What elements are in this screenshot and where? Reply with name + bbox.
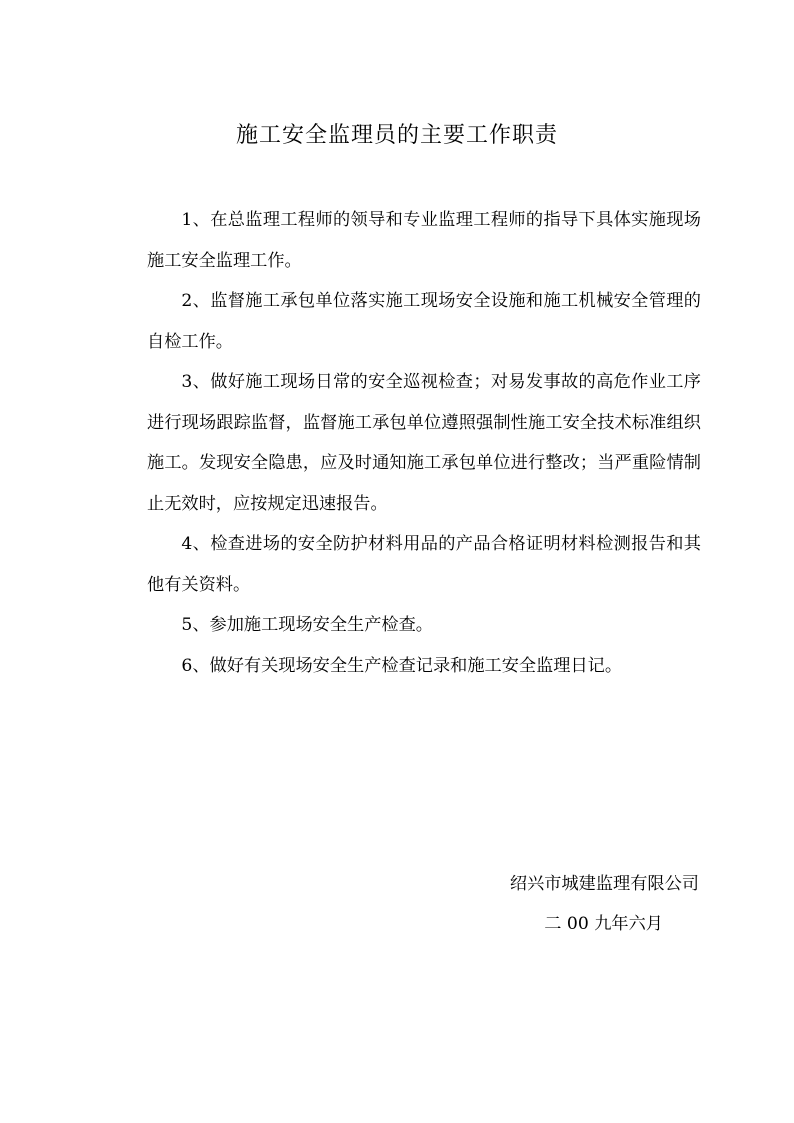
document-title: 施工安全监理员的主要工作职责: [235, 123, 558, 148]
document-body: [147, 200, 701, 686]
signature-date: 二 00 九年六月: [544, 914, 663, 934]
duty-item-1: 1、在总监理工程师的领导和专业监理工程师的指导下具体实施现场施工安全监理工作。: [147, 210, 701, 271]
signature-organization: 绍兴市城建监理有限公司: [509, 874, 699, 894]
duty-item-2: 2、监督施工承包单位落实施工现场安全设施和施工机械安全管理的自检工作。: [147, 291, 701, 352]
signature-block: [510, 864, 699, 944]
duty-item-4: 4、检查进场的安全防护材料用品的产品合格证明材料检测报告和其他有关资料。: [147, 534, 701, 595]
duty-item-3: 3、做好施工现场日常的安全巡视检查；对易发事故的高危作业工序进行现场跟踪监督，监督施工承包单位遵照强制性施工安全技术标准组织施工。发现安全隐患，应及时通知施工承包单位进行整改；当严重险情制止无效时，应按规定迅速报告。: [147, 372, 701, 514]
duty-item-5: 5、参加施工现场安全生产检查。: [181, 615, 433, 635]
duty-item-6: 6、做好有关现场安全生产检查记录和施工安全监理日记。: [181, 655, 623, 676]
